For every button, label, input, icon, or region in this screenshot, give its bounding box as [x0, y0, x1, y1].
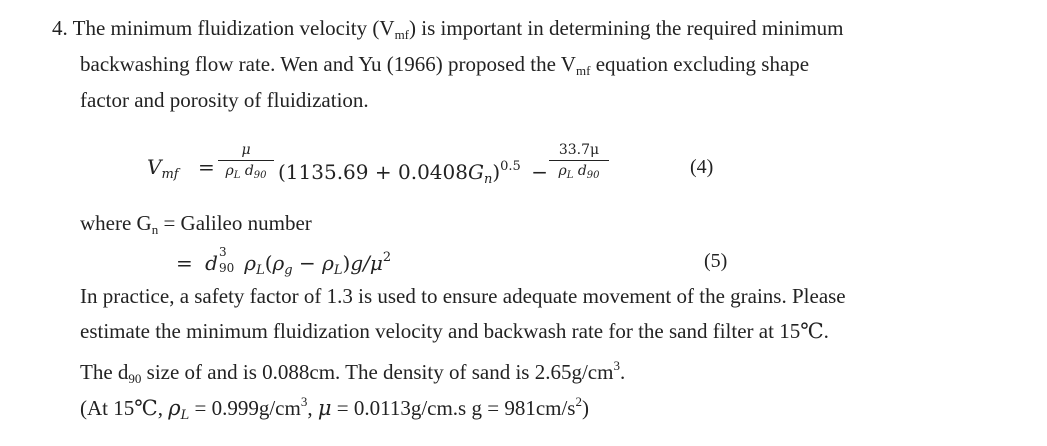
- eq5-body: [176, 246, 391, 283]
- eq5-paren-open: (: [264, 251, 273, 275]
- practice-line-4-rho: ρ: [168, 396, 181, 420]
- eq5-rho: ρ: [244, 251, 257, 275]
- eq4-frac1-numerator: μ: [241, 142, 251, 158]
- practice-line-4-mu: μ: [317, 396, 332, 420]
- practice-line-4-b: = 0.999g/cm: [189, 396, 301, 420]
- eq4-lhs-sub: mf: [161, 167, 179, 182]
- practice-line-3-sub: 90: [128, 371, 142, 386]
- eq5-rho-l-sub: L: [333, 263, 343, 278]
- eq4-minus: −: [531, 160, 548, 184]
- eq4-fraction-2: [549, 141, 609, 185]
- eq4-frac2-rho-sub: L: [566, 170, 574, 181]
- eq5-paren-close: ): [342, 251, 351, 275]
- eq4-frac2-d-sub: 90: [586, 170, 600, 181]
- eq4-paren-open: (1135.69 + 0.0408: [278, 160, 468, 184]
- eq5-minus: −: [298, 251, 316, 275]
- practice-line-4: [80, 389, 589, 429]
- problem-line-2-end: equation excluding shape: [590, 52, 810, 76]
- problem-line-1-text: 4. The minimum fluidization velocity (V: [52, 16, 395, 40]
- eq4-g-sub: n: [483, 172, 493, 187]
- eq5-mu-sup: 2: [382, 250, 392, 265]
- eq5-d-scripts: [218, 245, 238, 275]
- where-text: where G: [80, 211, 152, 235]
- practice-line-4-sup1: 3: [300, 394, 308, 409]
- eq5-number-text: (5): [704, 250, 728, 272]
- eq4-frac1-d: d: [244, 163, 254, 179]
- practice-line-4-d: = 0.0113g/cm.s g = 981cm/s: [331, 396, 576, 420]
- eq4-number: [690, 155, 713, 179]
- eq4-body: [278, 155, 548, 192]
- eq4-frac1-rho-sub: L: [233, 170, 241, 181]
- eq4-equals-sign: =: [198, 155, 215, 179]
- problem-line-2-text: backwashing flow rate. Wen and Yu (1966) proposed the V: [80, 52, 576, 76]
- eq4-number-text: (4): [690, 156, 714, 178]
- eq5-rho-sub: L: [256, 263, 265, 278]
- eq4-frac2-numerator: 33.7μ: [558, 142, 600, 158]
- eq4-frac2-bar: [549, 160, 609, 161]
- problem-line-3-text: factor and porosity of fluidization.: [80, 88, 369, 112]
- practice-line-4-c: ,: [307, 396, 318, 420]
- practice-line-1-text: In practice, a safety factor of 1.3 is used to ensure adequate movement of the grains. Please: [80, 284, 846, 308]
- eq5-g-mu: g/μ: [350, 251, 383, 275]
- where-line: [80, 210, 312, 243]
- eq5-d-sub: 90: [218, 261, 235, 275]
- eq4-equals: [198, 155, 215, 179]
- where-rest: = Galileo number: [158, 211, 312, 235]
- eq4-exponent: 0.5: [500, 159, 521, 174]
- practice-line-3: [80, 353, 625, 392]
- eq5-rho-l: ρ: [322, 251, 334, 275]
- eq4-frac1-rho: ρ: [225, 163, 234, 179]
- eq4-frac1-denominator: [218, 162, 274, 185]
- eq4-fraction-1: [218, 141, 274, 185]
- practice-line-3-c: .: [619, 360, 626, 384]
- eq5-equals: =: [176, 251, 193, 275]
- eq4-frac1-d-sub: 90: [253, 170, 267, 181]
- practice-line-4-a: (At 15℃,: [80, 396, 169, 420]
- eq5-number: [704, 249, 727, 273]
- where-sub: n: [151, 222, 159, 237]
- problem-line-1: [52, 15, 844, 48]
- practice-line-1: [80, 283, 846, 309]
- practice-line-3-b: size of and is 0.088cm. The density of sand is 2.65g/cm: [141, 360, 614, 384]
- eq4-lhs-var: V: [147, 155, 162, 179]
- eq4-frac2-d: d: [577, 163, 587, 179]
- eq5-rho-g-sub: g: [284, 263, 293, 278]
- problem-line-1-sub: mf: [394, 27, 410, 42]
- practice-line-4-e: ): [581, 396, 589, 420]
- problem-line-3: [80, 87, 369, 113]
- practice-line-2-text: estimate the minimum fluidization velocity and backwash rate for the sand filter at 15℃.: [80, 319, 829, 343]
- eq4-paren-close: ): [492, 160, 501, 184]
- eq4-g-var: G: [467, 160, 484, 184]
- problem-line-2-sub: mf: [575, 63, 591, 78]
- problem-line-2: [80, 51, 809, 84]
- practice-line-4-sup2: 2: [575, 394, 582, 409]
- practice-line-3-a: The d: [80, 360, 129, 384]
- problem-line-1-end: ) is important in determining the required minimum: [409, 16, 844, 40]
- practice-line-4-rho-sub: L: [180, 408, 190, 423]
- eq4-frac1-bar: [218, 160, 274, 161]
- eq4-frac2-rho: ρ: [558, 163, 567, 179]
- practice-line-2: [80, 318, 829, 344]
- eq4-lhs: [147, 155, 179, 187]
- eq5-d: d: [205, 251, 218, 275]
- eq5-d-sup: 3: [218, 245, 227, 259]
- practice-line-3-sup: 3: [613, 358, 620, 373]
- eq4-frac2-denominator: [549, 162, 609, 185]
- eq5-rho-g: ρ: [272, 251, 285, 275]
